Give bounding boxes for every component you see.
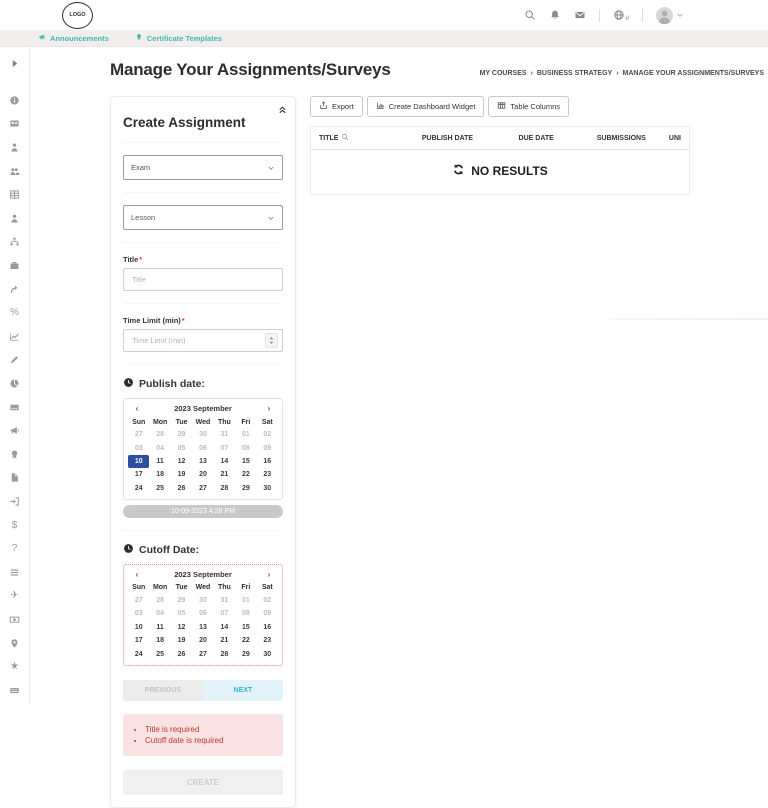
column-label: UNI	[668, 134, 681, 142]
megaphone-icon	[38, 33, 46, 43]
calendar-day[interactable]: 10	[128, 455, 149, 468]
calendar-day[interactable]: 17	[134, 637, 143, 645]
question-icon[interactable]: ?	[11, 543, 18, 555]
weekday-label: Sun	[132, 584, 146, 592]
assignments-table-section	[310, 96, 690, 808]
calendar-day[interactable]: 22	[241, 471, 250, 479]
calendar-header	[128, 568, 278, 582]
calendar-day: 07	[220, 444, 229, 452]
logo[interactable]: LOGO	[62, 2, 93, 29]
cash-icon[interactable]	[0, 608, 29, 632]
calendar-day[interactable]: 27	[199, 484, 207, 492]
cutoff-date-label: Cutoff Date:	[123, 543, 283, 557]
calendar-day[interactable]: 12	[177, 457, 186, 465]
publish-date-calendar	[123, 398, 283, 500]
calendar-day: 04	[156, 444, 165, 452]
weekday-label: Fri	[241, 584, 251, 592]
calendar-day[interactable]: 14	[220, 623, 229, 631]
calendar-day[interactable]: 28	[220, 650, 229, 658]
calendar-day: 01	[241, 431, 250, 439]
calendar-day[interactable]: 30	[263, 484, 272, 492]
calendar-day: 02	[263, 597, 272, 605]
calendar-day: 03	[134, 610, 143, 618]
calendar-day[interactable]: 23	[263, 471, 272, 479]
language-selector[interactable]	[613, 9, 629, 21]
chevron-down-icon	[267, 214, 275, 222]
calendar-day[interactable]: 25	[156, 650, 165, 658]
table-columns-button[interactable]	[488, 96, 569, 117]
weekday-label: Tue	[175, 584, 188, 592]
calendar-day[interactable]: 18	[156, 637, 165, 645]
divider	[610, 318, 768, 320]
breadcrumb-item[interactable]: MY COURSES	[479, 70, 527, 77]
calendar-day[interactable]: 29	[241, 650, 250, 658]
calendar-next-button[interactable]: ›	[267, 404, 271, 413]
breadcrumb-item: MANAGE YOUR ASSIGNMENTS/SURVEYS	[622, 70, 764, 77]
calendar-month-label: 2023 September	[174, 569, 232, 579]
map-pin-icon[interactable]	[0, 631, 29, 655]
calendar-day[interactable]: 18	[156, 471, 165, 479]
no-results-message: NO RESULTS	[452, 163, 547, 179]
error-message: • Cutoff date is required	[145, 736, 273, 745]
calendar-day[interactable]: 17	[134, 471, 143, 479]
weekday-label: Thu	[218, 584, 231, 592]
weekday-label: Sun	[132, 418, 146, 426]
chevron-down-icon	[676, 11, 684, 19]
calendar-day: 28	[156, 597, 165, 605]
export-button[interactable]	[310, 96, 363, 117]
secondary-nav	[0, 30, 768, 47]
user-menu[interactable]	[656, 7, 684, 24]
number-spinner[interactable]	[265, 333, 278, 348]
calendar-day[interactable]: 13	[199, 623, 207, 631]
refresh-icon[interactable]	[452, 163, 465, 179]
calendar-day[interactable]: 20	[199, 637, 207, 645]
error-message: • Title is required	[145, 725, 273, 734]
calendar-day: 06	[199, 444, 207, 452]
main-area	[30, 47, 768, 787]
calendar-header	[128, 402, 278, 416]
weekday-label: Sat	[261, 418, 273, 426]
chevron-down-icon	[267, 164, 275, 172]
calendar-day[interactable]: 29	[241, 484, 250, 492]
calendar-day[interactable]: 28	[220, 484, 229, 492]
calendar-day[interactable]: 21	[220, 637, 229, 645]
calendar-day: 02	[263, 431, 272, 439]
assignments-table	[310, 126, 690, 195]
calendar-day[interactable]: 12	[177, 623, 186, 631]
breadcrumb-item[interactable]: BUSINESS STRATEGY	[536, 70, 613, 77]
calendar-day[interactable]: 20	[199, 471, 207, 479]
calendar-day: 01	[241, 597, 250, 605]
divider	[599, 9, 600, 22]
breadcrumb-separator: ›	[616, 70, 619, 77]
table-columns-icon	[497, 101, 506, 112]
user-icon[interactable]	[0, 207, 29, 231]
calendar-prev-button[interactable]: ‹	[135, 404, 139, 413]
calendar-day[interactable]: 13	[199, 457, 207, 465]
column-label: DUE DATE	[518, 134, 554, 142]
exam-type-select[interactable]	[123, 155, 283, 180]
card-digits-icon[interactable]	[0, 395, 29, 419]
calendar-day: 08	[241, 610, 250, 618]
calendar-day: 05	[177, 610, 186, 618]
calendar-day[interactable]: 16	[263, 457, 272, 465]
subnav-item-label: Certificate Templates	[146, 33, 223, 43]
language-label: μ	[625, 15, 629, 21]
person-icon[interactable]	[0, 136, 29, 160]
time-limit-label: Time Limit (min)*	[123, 316, 185, 325]
id-card-icon[interactable]	[0, 112, 29, 136]
calendar-day[interactable]: 23	[263, 637, 272, 645]
sitemap-icon[interactable]	[0, 230, 29, 254]
column-label: PUBLISH DATE	[421, 134, 474, 142]
toolbar-button-label: Create Dashboard Widget	[388, 102, 476, 111]
calendar-day: 30	[199, 431, 207, 439]
calendar-day: 30	[199, 597, 207, 605]
sidebar	[0, 47, 30, 704]
calendar-day[interactable]: 26	[177, 650, 186, 658]
toolbar-button-label: Export	[332, 102, 354, 111]
percent-icon[interactable]: %	[10, 307, 19, 319]
calendar-day: 31	[220, 597, 229, 605]
table-header-row	[311, 127, 689, 150]
column-header-submissions[interactable]	[580, 135, 663, 142]
calendar-day: 28	[156, 431, 165, 439]
grid-icon[interactable]	[0, 183, 29, 207]
weekday-label: Wed	[195, 584, 211, 592]
calendar-day[interactable]: 19	[177, 471, 186, 479]
column-search-icon[interactable]	[341, 133, 349, 143]
calendar-next-button[interactable]: ›	[267, 569, 271, 579]
info-icon[interactable]	[0, 89, 29, 113]
export-icon	[319, 101, 328, 112]
calendar-day: 05	[177, 444, 186, 452]
megaphone-icon[interactable]	[0, 419, 29, 443]
calendar-day[interactable]: 15	[241, 457, 250, 465]
calendar-grid	[128, 416, 278, 495]
calendar-day[interactable]: 24	[134, 650, 143, 658]
calendar-day[interactable]: 11	[156, 623, 164, 631]
clock-icon	[123, 543, 134, 557]
column-header-title[interactable]	[319, 133, 402, 143]
weekday-label: Mon	[152, 584, 168, 592]
certificate-icon	[135, 33, 143, 43]
column-header-due-date[interactable]	[493, 135, 580, 142]
messages-mail-icon[interactable]	[574, 9, 586, 21]
calendar-grid	[128, 582, 278, 661]
calendar-day[interactable]: 24	[134, 484, 143, 492]
calendar-day: 06	[199, 610, 207, 618]
calendar-day: 27	[134, 431, 143, 439]
calendar-day[interactable]: 26	[177, 484, 186, 492]
column-header-uni[interactable]	[663, 135, 681, 142]
calendar-day[interactable]: 10	[134, 623, 143, 631]
weekday-label: Tue	[175, 418, 188, 426]
calendar-day: 29	[177, 597, 186, 605]
subnav-item-announcements[interactable]	[38, 33, 109, 43]
keyboard-icon[interactable]	[0, 678, 29, 702]
dollar-icon[interactable]: $	[11, 519, 18, 531]
create-dashboard-widget-button[interactable]	[367, 96, 485, 117]
calendar-day[interactable]: 19	[177, 637, 186, 645]
calendar-day: 09	[263, 610, 272, 618]
calendar-day[interactable]: 11	[156, 457, 164, 465]
title-label: Title*	[123, 255, 143, 264]
pencil-icon[interactable]	[0, 348, 29, 372]
file-icon[interactable]	[0, 466, 29, 490]
calendar-day[interactable]: 21	[220, 471, 229, 479]
breadcrumb	[480, 70, 764, 77]
calendar-month-label: 2023 September	[174, 404, 232, 413]
calendar-day[interactable]: 22	[241, 637, 250, 645]
list-icon[interactable]	[0, 560, 29, 584]
calendar-day: 09	[263, 444, 272, 452]
notifications-bell-icon[interactable]	[549, 9, 561, 21]
calendar-day[interactable]: 25	[156, 484, 165, 492]
globe-icon	[613, 9, 625, 21]
weekday-label: Mon	[152, 418, 168, 426]
weekday-label: Sat	[261, 584, 273, 592]
toolbar-button-label: Table Columns	[510, 102, 561, 111]
star-icon[interactable]: ★	[10, 661, 19, 673]
table-toolbar	[310, 96, 690, 117]
column-label: TITLE	[319, 134, 339, 142]
clock-icon	[123, 377, 134, 391]
divider	[642, 9, 643, 22]
chart-line-icon[interactable]	[0, 325, 29, 349]
calendar-prev-button[interactable]: ‹	[135, 569, 139, 579]
redo-arrow-icon[interactable]	[0, 277, 29, 301]
create-assignment-panel	[110, 96, 296, 808]
cutoff-date-calendar	[123, 564, 283, 666]
users-icon[interactable]	[0, 159, 29, 183]
create-button[interactable]: CREATE	[123, 770, 283, 795]
publish-datetime-value: 10-09-2023 4:28 PM	[123, 505, 283, 518]
calendar-day[interactable]: 14	[220, 457, 229, 465]
briefcase-icon[interactable]	[0, 254, 29, 278]
page-title: Manage Your Assignments/Surveys	[110, 60, 391, 79]
lesson-select[interactable]	[123, 205, 283, 230]
publish-date-label: Publish date:	[123, 377, 283, 391]
weekday-label: Thu	[218, 418, 231, 426]
calendar-day: 08	[241, 444, 250, 452]
exam-type-value: Exam	[131, 163, 151, 172]
pie-chart-icon[interactable]	[0, 372, 29, 396]
column-header-publish-date[interactable]	[402, 135, 493, 142]
calendar-day: 27	[134, 597, 143, 605]
lesson-value: Lesson	[131, 213, 156, 222]
weekday-label: Wed	[195, 418, 211, 426]
collapse-panel-button[interactable]	[277, 102, 288, 120]
calendar-day[interactable]: 16	[263, 623, 272, 631]
sign-in-icon[interactable]	[0, 490, 29, 514]
calendar-day[interactable]: 27	[199, 650, 207, 658]
caret-right-icon[interactable]	[0, 52, 29, 76]
search-icon[interactable]	[524, 9, 536, 21]
subnav-item-certificate-templates[interactable]	[135, 33, 222, 43]
calendar-day: 04	[156, 610, 165, 618]
previous-button[interactable]: PREVIOUS	[123, 680, 203, 701]
column-label: SUBMISSIONS	[596, 134, 646, 142]
chart-widget-icon	[376, 101, 385, 112]
calendar-day: 07	[220, 610, 229, 618]
calendar-day: 29	[177, 431, 186, 439]
subnav-item-label: Announcements	[50, 33, 109, 43]
avatar	[656, 7, 673, 24]
calendar-day[interactable]: 15	[241, 623, 250, 631]
breadcrumb-separator: ›	[530, 70, 533, 77]
weekday-label: Fri	[241, 418, 251, 426]
calendar-day: 31	[220, 431, 229, 439]
validation-errors	[123, 714, 283, 756]
badge-icon[interactable]	[0, 443, 29, 467]
plane-icon[interactable]: ✈	[10, 590, 19, 602]
calendar-day: 03	[134, 444, 143, 452]
top-bar	[0, 0, 768, 30]
form-title: Create Assignment	[123, 115, 246, 130]
time-limit-input[interactable]	[123, 329, 283, 352]
title-input[interactable]	[123, 268, 283, 291]
next-button[interactable]: NEXT	[203, 680, 283, 701]
calendar-day[interactable]: 30	[263, 650, 272, 658]
